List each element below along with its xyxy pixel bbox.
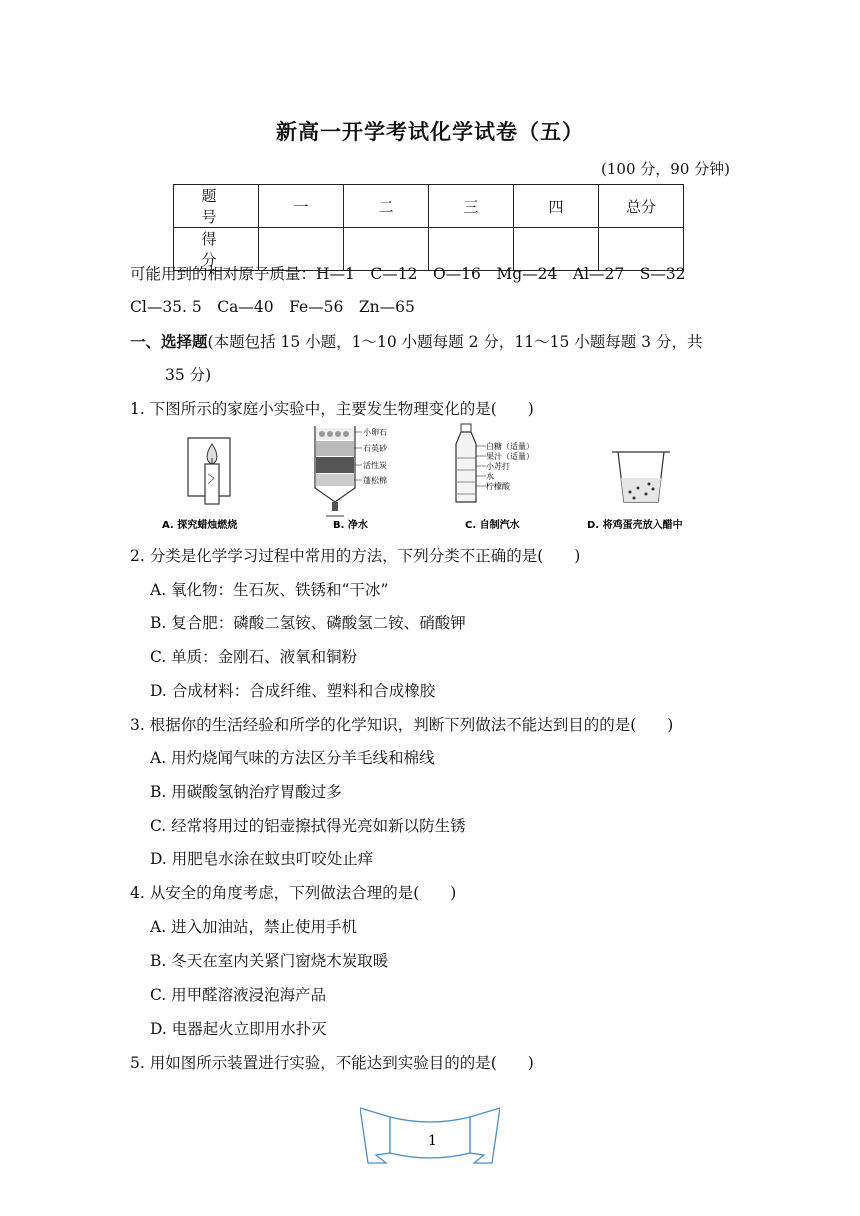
score-cell: 三: [429, 185, 514, 228]
question-4-option: A. 进入加油站，禁止使用手机: [150, 918, 358, 936]
bottle-label: 水: [486, 472, 494, 481]
question-3-option: A. 用灼烧闻气味的方法区分羊毛线和棉线: [150, 749, 435, 767]
atomic-masses-line1: 可能用到的相对原子质量：H—1 C—12 O—16 Mg—24 Al—27 S—32: [130, 265, 686, 283]
page-number-ribbon: [360, 1105, 500, 1165]
question-3-option: C. 经常将用过的铝壶擦拭得光亮如新以防生锈: [150, 817, 466, 835]
question-2-stem: 2. 分类是化学学习过程中常用的方法，下列分类不正确的是( ): [130, 547, 581, 565]
figure-a-caption: A. 探究蜡烛燃烧: [162, 520, 238, 531]
question-4-option: C. 用甲醛溶液浸泡海产品: [150, 986, 327, 1004]
candle-figure: [162, 438, 237, 531]
figure-b-caption: B. 净水: [333, 520, 368, 531]
section-desc-cont: 35 分): [165, 366, 212, 384]
question-2-option: C. 单质：金刚石、液氧和铜粉: [150, 648, 358, 666]
question-4-option: B. 冬天在室内关紧门窗烧木炭取暖: [150, 952, 389, 970]
question-1-stem: 1. 下图所示的家庭小实验中，主要发生物理变化的是( ): [130, 400, 534, 418]
question-4-option: D. 电器起火立即用水扑灭: [150, 1020, 327, 1038]
score-cell: 总分: [599, 185, 684, 228]
filter-label: 蓬松棉: [363, 476, 387, 485]
score-cell: 一: [259, 185, 344, 228]
bottle-label: 果汁（适量）: [486, 452, 534, 461]
question-2-option: B. 复合肥：磷酸二氢铵、磷酸氢二铵、硝酸钾: [150, 614, 466, 632]
atomic-masses-line2: Cl—35. 5 Ca—40 Fe—56 Zn—65: [130, 298, 415, 316]
question-5-stem: 5. 用如图所示装置进行实验，不能达到实验目的的是( ): [130, 1054, 534, 1072]
section-label: 一、选择题: [130, 333, 208, 351]
bottle-figure: [456, 424, 534, 531]
score-table: [173, 184, 684, 271]
figure-c-caption: C. 自制汽水: [465, 520, 520, 531]
section-desc: (本题包括 15 小题，1～10 小题每题 2 分，11～15 小题每题 3 分，共: [207, 333, 703, 351]
score-cell: 得 分: [174, 228, 259, 271]
question-4-stem: 4. 从安全的角度考虑，下列做法合理的是( ): [130, 884, 457, 902]
question-3-stem: 3. 根据你的生活经验和所学的化学知识，判断下列做法不能达到目的的是( ): [130, 716, 674, 734]
page-title: 新高一开学考试化学试卷（五）: [276, 120, 584, 144]
ribbon-decoration: [360, 1105, 500, 1165]
water-filter-figure: [315, 426, 388, 531]
question-1-figures: [150, 422, 730, 536]
question-2-option: A. 氧化物：生石灰、铁锈和“干冰”: [150, 581, 389, 599]
figure-d-caption: D. 将鸡蛋壳放入醋中: [587, 520, 683, 531]
bottle-label: 白糖（适量）: [486, 442, 534, 451]
filter-label: 小卵石: [363, 428, 387, 437]
bottle-label: 柠檬酸: [486, 482, 510, 491]
question-3-option: B. 用碳酸氢钠治疗胃酸过多: [150, 783, 342, 801]
question-2-option: D. 合成材料：合成纤维、塑料和合成橡胶: [150, 682, 436, 700]
filter-label: 活性炭: [363, 461, 387, 470]
filter-label: 石英砂: [363, 444, 387, 453]
bottle-label: 小苏打: [486, 462, 510, 471]
page-number: 1: [428, 1133, 437, 1149]
score-cell: 题 号: [174, 185, 259, 228]
section-heading: [130, 330, 702, 352]
score-table-row-header: [174, 185, 684, 228]
question-3-option: D. 用肥皂水涂在蚊虫叮咬处止痒: [150, 850, 374, 868]
score-cell: 二: [344, 185, 429, 228]
vinegar-cup-figure: [587, 452, 683, 531]
score-cell: 四: [514, 185, 599, 228]
exam-meta: (100 分，90 分钟): [601, 160, 730, 178]
experiment-figures: [150, 422, 730, 536]
